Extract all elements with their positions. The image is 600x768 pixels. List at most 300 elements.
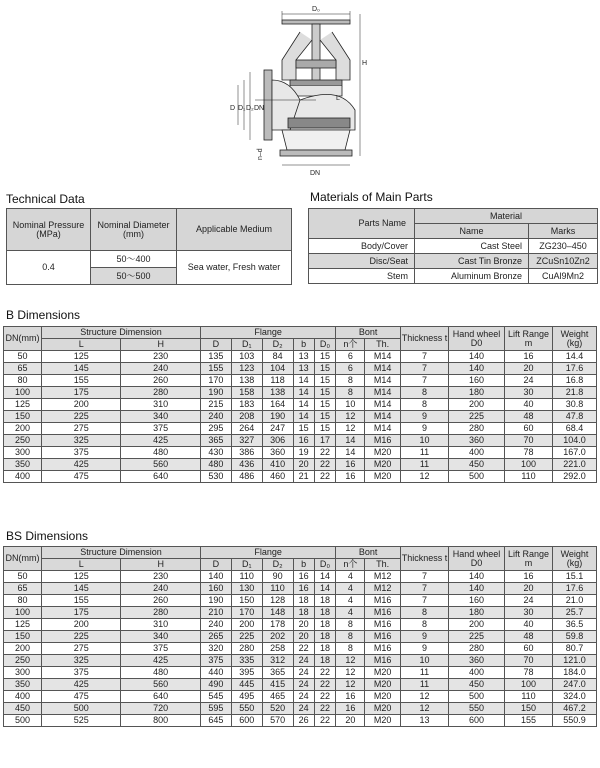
- table-cell: 280: [449, 643, 505, 655]
- table-cell: 480: [200, 459, 231, 471]
- table-cell: 16: [293, 435, 314, 447]
- table-cell: 10: [336, 399, 365, 411]
- table-cell: 30: [505, 387, 553, 399]
- material-mark: ZG230–450: [529, 239, 598, 254]
- materials-table: [308, 208, 598, 284]
- table-cell: 11: [401, 447, 449, 459]
- sub-header: b: [293, 559, 314, 571]
- table-cell: 250: [4, 655, 42, 667]
- table-row: [4, 607, 597, 619]
- table-cell: 100: [4, 387, 42, 399]
- table-cell: 520: [262, 703, 293, 715]
- table-cell: 8: [401, 387, 449, 399]
- table-cell: 17: [314, 435, 336, 447]
- table-cell: 18: [314, 595, 336, 607]
- table-cell: 225: [449, 631, 505, 643]
- table-cell: M14: [365, 411, 401, 423]
- table-cell: 30: [505, 607, 553, 619]
- table-cell: 65: [4, 363, 42, 375]
- table-row: [4, 571, 597, 583]
- table-cell: 30.8: [553, 399, 597, 411]
- table-cell: 15: [314, 375, 336, 387]
- table-cell: 340: [121, 411, 200, 423]
- table-row: [4, 655, 597, 667]
- table-cell: 550: [449, 703, 505, 715]
- table-cell: 60: [505, 643, 553, 655]
- table-cell: 145: [42, 363, 121, 375]
- bont-header: Bont: [336, 327, 401, 339]
- table-cell: 19: [293, 447, 314, 459]
- table-cell: 59.8: [553, 631, 597, 643]
- table-cell: 164: [262, 399, 293, 411]
- table-cell: 9: [401, 643, 449, 655]
- table-cell: M20: [365, 679, 401, 691]
- table-cell: 21.0: [553, 595, 597, 607]
- table-cell: 14: [293, 411, 314, 423]
- table-cell: 160: [200, 583, 231, 595]
- table-cell: 13: [293, 351, 314, 363]
- table-cell: 550: [231, 703, 262, 715]
- table-cell: 36.5: [553, 619, 597, 631]
- table-cell: 90: [262, 571, 293, 583]
- sub-header: D₂: [262, 559, 293, 571]
- table-row: [4, 351, 597, 363]
- sub-header: L: [42, 559, 121, 571]
- material-part: Body/Cover: [309, 239, 415, 254]
- sub-header: D: [200, 339, 231, 351]
- table-cell: 600: [231, 715, 262, 727]
- table-cell: 65: [4, 583, 42, 595]
- table-cell: 24: [293, 667, 314, 679]
- table-cell: 425: [121, 435, 200, 447]
- table-cell: 20: [293, 631, 314, 643]
- table-cell: 280: [121, 387, 200, 399]
- table-cell: 11: [401, 459, 449, 471]
- weight-header: Weight (kg): [553, 547, 597, 571]
- sub-header: D₀: [314, 339, 336, 351]
- table-cell: 500: [449, 471, 505, 483]
- table-cell: 16: [505, 351, 553, 363]
- table-cell: 440: [200, 667, 231, 679]
- b-dimensions-table: [3, 326, 597, 483]
- table-cell: 125: [4, 619, 42, 631]
- table-cell: 486: [231, 471, 262, 483]
- table-cell: 475: [42, 471, 121, 483]
- table-cell: 50: [4, 571, 42, 583]
- table-cell: 170: [231, 607, 262, 619]
- table-cell: M16: [365, 595, 401, 607]
- table-cell: 720: [121, 703, 200, 715]
- table-cell: 202: [262, 631, 293, 643]
- sub-header: D: [200, 559, 231, 571]
- bs-dimensions-table: [3, 546, 597, 727]
- table-cell: 110: [505, 471, 553, 483]
- table-row: [4, 679, 597, 691]
- table-cell: 400: [4, 471, 42, 483]
- table-cell: 78: [505, 447, 553, 459]
- table-cell: 475: [42, 691, 121, 703]
- table-cell: 20: [505, 583, 553, 595]
- technical-data-table: [6, 208, 292, 285]
- table-cell: 480: [121, 447, 200, 459]
- table-cell: 190: [200, 387, 231, 399]
- name-header: Name: [415, 224, 529, 239]
- table-cell: 140: [449, 351, 505, 363]
- table-cell: 21.8: [553, 387, 597, 399]
- table-cell: 11: [401, 679, 449, 691]
- table-cell: 15: [314, 387, 336, 399]
- table-row: [4, 411, 597, 423]
- table-cell: 221.0: [553, 459, 597, 471]
- table-cell: 4: [336, 607, 365, 619]
- material-name: Cast Steel: [415, 239, 529, 254]
- table-cell: 40: [505, 399, 553, 411]
- material-name: Aluminum Bronze: [415, 269, 529, 284]
- table-cell: 100: [505, 679, 553, 691]
- nominal-pressure-header: Nominal Pressure (MPa): [7, 209, 91, 251]
- table-cell: 104: [262, 363, 293, 375]
- table-cell: 18: [293, 607, 314, 619]
- table-cell: 550.9: [553, 715, 597, 727]
- table-cell: 310: [121, 619, 200, 631]
- table-cell: 24: [293, 703, 314, 715]
- table-cell: 560: [121, 459, 200, 471]
- table-cell: M14: [365, 375, 401, 387]
- table-cell: 225: [449, 411, 505, 423]
- table-cell: 14: [293, 387, 314, 399]
- table-cell: 595: [200, 703, 231, 715]
- table-cell: 20: [293, 619, 314, 631]
- table-cell: 300: [4, 447, 42, 459]
- table-cell: 275: [42, 423, 121, 435]
- table-cell: 155: [42, 595, 121, 607]
- material-name: Cast Tin Bronze: [415, 254, 529, 269]
- table-cell: 325: [42, 435, 121, 447]
- table-cell: 467.2: [553, 703, 597, 715]
- table-cell: 9: [401, 631, 449, 643]
- valve-drawing: [0, 0, 600, 190]
- table-cell: 12: [336, 423, 365, 435]
- bs-dimensions-title: BS Dimensions: [6, 529, 89, 543]
- table-cell: 22: [314, 459, 336, 471]
- parts-name-header: Parts Name: [309, 209, 415, 239]
- table-cell: 280: [231, 643, 262, 655]
- table-cell: 450: [4, 703, 42, 715]
- table-cell: 6: [336, 363, 365, 375]
- table-cell: 8: [401, 619, 449, 631]
- table-cell: 184.0: [553, 667, 597, 679]
- table-cell: 80: [4, 375, 42, 387]
- table-cell: M14: [365, 363, 401, 375]
- table-cell: 500: [449, 691, 505, 703]
- table-cell: M12: [365, 583, 401, 595]
- table-cell: 17.6: [553, 583, 597, 595]
- lift-range-header: Lift Range m: [505, 547, 553, 571]
- table-cell: 17.6: [553, 363, 597, 375]
- table-row: [4, 363, 597, 375]
- table-cell: 80: [4, 595, 42, 607]
- table-cell: 70: [505, 435, 553, 447]
- table-cell: 20: [293, 459, 314, 471]
- handwheel-header: Hand wheel D0: [449, 327, 505, 351]
- label-h: H: [362, 60, 368, 67]
- table-cell: 16: [293, 583, 314, 595]
- table-cell: 123: [231, 363, 262, 375]
- table-cell: 22: [314, 703, 336, 715]
- table-cell: M16: [365, 607, 401, 619]
- table-cell: 340: [121, 631, 200, 643]
- table-cell: 460: [262, 471, 293, 483]
- table-cell: 175: [42, 607, 121, 619]
- structure-header: Structure Dimension: [42, 547, 201, 559]
- table-cell: 12: [336, 679, 365, 691]
- table-cell: 22: [314, 667, 336, 679]
- table-cell: 327: [231, 435, 262, 447]
- table-cell: 415: [262, 679, 293, 691]
- sub-header: Th.: [365, 339, 401, 351]
- table-cell: 12: [401, 471, 449, 483]
- table-cell: 155: [200, 363, 231, 375]
- thickness-header: Thickness t: [401, 547, 449, 571]
- label-d1: D₁: [238, 105, 246, 112]
- table-cell: 400: [4, 691, 42, 703]
- table-row: [4, 459, 597, 471]
- table-row: [4, 715, 597, 727]
- sub-header: L: [42, 339, 121, 351]
- table-cell: 7: [401, 595, 449, 607]
- table-cell: 155: [42, 375, 121, 387]
- table-cell: 110: [231, 571, 262, 583]
- table-cell: 250: [4, 435, 42, 447]
- table-cell: 208: [231, 411, 262, 423]
- table-cell: 240: [200, 619, 231, 631]
- table-cell: 640: [121, 471, 200, 483]
- table-cell: 360: [449, 655, 505, 667]
- nominal-diameter-header: Nominal Diameter (mm): [91, 209, 177, 251]
- table-cell: 430: [200, 447, 231, 459]
- table-cell: 48: [505, 411, 553, 423]
- table-cell: 138: [231, 375, 262, 387]
- table-cell: 7: [401, 375, 449, 387]
- table-cell: 22: [314, 715, 336, 727]
- table-cell: 145: [42, 583, 121, 595]
- table-cell: 138: [262, 387, 293, 399]
- lift-range-header: Lift Range m: [505, 327, 553, 351]
- table-cell: 8: [336, 631, 365, 643]
- table-cell: 312: [262, 655, 293, 667]
- table-cell: 155: [505, 715, 553, 727]
- table-row: [4, 691, 597, 703]
- technical-data-title: Technical Data: [6, 192, 85, 206]
- table-row: [4, 619, 597, 631]
- table-cell: 480: [121, 667, 200, 679]
- table-cell: 225: [42, 631, 121, 643]
- table-cell: M20: [365, 691, 401, 703]
- table-cell: 170: [200, 375, 231, 387]
- table-cell: 640: [121, 691, 200, 703]
- table-cell: 16: [336, 459, 365, 471]
- table-cell: 15: [314, 363, 336, 375]
- table-cell: M20: [365, 459, 401, 471]
- table-cell: 200: [4, 423, 42, 435]
- table-cell: 386: [231, 447, 262, 459]
- label-dn-bottom: DN: [310, 170, 321, 177]
- table-cell: 200: [449, 619, 505, 631]
- table-cell: 18: [314, 607, 336, 619]
- table-cell: 240: [121, 583, 200, 595]
- table-cell: 215: [200, 399, 231, 411]
- table-cell: 375: [42, 447, 121, 459]
- table-cell: 14: [293, 399, 314, 411]
- table-cell: 13: [401, 715, 449, 727]
- table-row: [4, 447, 597, 459]
- table-cell: 25.7: [553, 607, 597, 619]
- table-cell: 130: [231, 583, 262, 595]
- table-cell: 16: [293, 571, 314, 583]
- table-cell: 320: [200, 643, 231, 655]
- table-cell: 240: [121, 363, 200, 375]
- table-cell: M14: [365, 351, 401, 363]
- b-dimensions-title: B Dimensions: [6, 308, 81, 322]
- table-cell: 180: [449, 607, 505, 619]
- table-cell: 78: [505, 667, 553, 679]
- label-d0: D₀: [312, 6, 320, 13]
- applicable-medium-header: Applicable Medium: [177, 209, 292, 251]
- material-part: Stem: [309, 269, 415, 284]
- table-cell: 24: [293, 691, 314, 703]
- table-cell: 280: [449, 423, 505, 435]
- table-cell: 410: [262, 459, 293, 471]
- table-cell: 375: [200, 655, 231, 667]
- table-cell: 240: [200, 411, 231, 423]
- table-cell: 180: [449, 387, 505, 399]
- table-cell: M20: [365, 471, 401, 483]
- table-cell: 12: [336, 667, 365, 679]
- sub-header: D₂: [262, 339, 293, 351]
- table-row: [4, 387, 597, 399]
- table-cell: 140: [449, 583, 505, 595]
- table-cell: 18: [293, 595, 314, 607]
- table-cell: 47.8: [553, 411, 597, 423]
- table-cell: 360: [262, 447, 293, 459]
- table-cell: 60: [505, 423, 553, 435]
- table-cell: 80.7: [553, 643, 597, 655]
- table-cell: 14: [293, 375, 314, 387]
- table-cell: M16: [365, 643, 401, 655]
- table-cell: 18: [314, 619, 336, 631]
- material-part: Disc/Seat: [309, 254, 415, 269]
- sub-header: Th.: [365, 559, 401, 571]
- sub-header: H: [121, 559, 200, 571]
- table-cell: 140: [200, 571, 231, 583]
- medium-value: Sea water, Fresh water: [177, 251, 292, 285]
- table-cell: 125: [4, 399, 42, 411]
- table-cell: 40: [505, 619, 553, 631]
- thickness-header: Thickness t: [401, 327, 449, 351]
- table-cell: 24: [505, 595, 553, 607]
- table-cell: 15: [314, 399, 336, 411]
- table-cell: 300: [4, 667, 42, 679]
- table-cell: 560: [121, 679, 200, 691]
- table-cell: 445: [231, 679, 262, 691]
- table-cell: 210: [200, 607, 231, 619]
- table-cell: 21: [293, 471, 314, 483]
- label-d: D: [230, 105, 236, 112]
- table-cell: 247: [262, 423, 293, 435]
- table-cell: 9: [401, 411, 449, 423]
- table-cell: 14: [336, 447, 365, 459]
- table-cell: 8: [336, 387, 365, 399]
- table-cell: M20: [365, 447, 401, 459]
- structure-header: Structure Dimension: [42, 327, 201, 339]
- table-cell: 50: [4, 351, 42, 363]
- table-cell: 310: [121, 399, 200, 411]
- table-cell: 190: [200, 595, 231, 607]
- table-cell: 178: [262, 619, 293, 631]
- table-cell: M16: [365, 631, 401, 643]
- table-row: [4, 643, 597, 655]
- table-cell: M20: [365, 667, 401, 679]
- table-row: [4, 631, 597, 643]
- table-cell: 22: [314, 447, 336, 459]
- table-cell: 600: [449, 715, 505, 727]
- table-cell: 150: [4, 411, 42, 423]
- table-cell: 7: [401, 351, 449, 363]
- table-cell: 490: [200, 679, 231, 691]
- dn-header: DN(mm): [4, 547, 42, 571]
- table-cell: 350: [4, 679, 42, 691]
- table-cell: 24: [505, 375, 553, 387]
- table-cell: M14: [365, 387, 401, 399]
- table-cell: 16.8: [553, 375, 597, 387]
- table-cell: 545: [200, 691, 231, 703]
- label-d2: D₂: [246, 105, 254, 112]
- table-cell: 7: [401, 583, 449, 595]
- table-cell: M14: [365, 423, 401, 435]
- table-row: [4, 703, 597, 715]
- table-cell: 135: [200, 351, 231, 363]
- sub-header: b: [293, 339, 314, 351]
- table-cell: 375: [121, 643, 200, 655]
- table-cell: 425: [42, 679, 121, 691]
- sub-header: D₁: [231, 559, 262, 571]
- table-cell: 495: [231, 691, 262, 703]
- label-n-d: n–d: [257, 148, 264, 160]
- table-cell: M16: [365, 619, 401, 631]
- table-cell: 8: [401, 399, 449, 411]
- table-cell: 150: [4, 631, 42, 643]
- flange-header: Flange: [200, 327, 335, 339]
- flange-header: Flange: [200, 547, 335, 559]
- table-cell: 200: [4, 643, 42, 655]
- material-header: Material: [415, 209, 598, 224]
- table-cell: 22: [314, 471, 336, 483]
- material-mark: ZCuSn10Zn2: [529, 254, 598, 269]
- table-cell: 8: [401, 607, 449, 619]
- table-cell: 360: [449, 435, 505, 447]
- table-cell: 121.0: [553, 655, 597, 667]
- table-cell: 190: [262, 411, 293, 423]
- table-cell: 425: [121, 655, 200, 667]
- table-cell: 230: [121, 571, 200, 583]
- table-row: [4, 583, 597, 595]
- label-l: L: [336, 95, 340, 102]
- table-cell: 450: [449, 459, 505, 471]
- table-cell: 140: [449, 571, 505, 583]
- table-cell: 150: [505, 703, 553, 715]
- table-row: [4, 595, 597, 607]
- table-cell: 324.0: [553, 691, 597, 703]
